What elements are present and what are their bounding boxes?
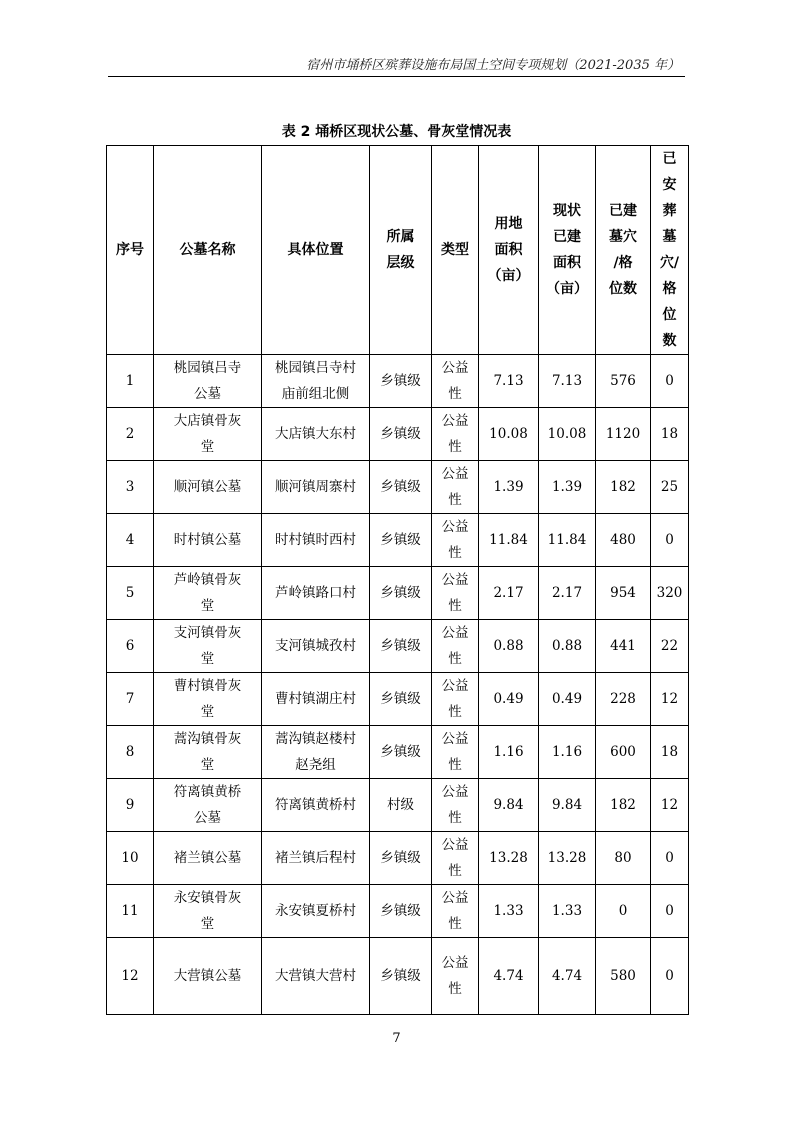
- column-header: 公墓名称: [154, 146, 262, 355]
- built-area-cell: 1.16: [539, 726, 596, 779]
- page-number: 7: [392, 1031, 401, 1046]
- serial-cell: 7: [107, 673, 154, 726]
- serial-cell: 8: [107, 726, 154, 779]
- type-cell: 公益 性: [432, 620, 479, 673]
- built-area-cell: 11.84: [539, 514, 596, 567]
- cemetery-name-cell: 永安镇骨灰 堂: [154, 885, 262, 938]
- location-cell: 支河镇城孜村: [262, 620, 370, 673]
- level-cell: 乡镇级: [370, 567, 432, 620]
- buried-plots-cell: 320: [651, 567, 689, 620]
- type-cell: 公益 性: [432, 673, 479, 726]
- column-header: 已 安 葬 墓 穴/ 格 位 数: [651, 146, 689, 355]
- serial-cell: 9: [107, 779, 154, 832]
- table-row: [107, 355, 689, 408]
- header-row: [107, 146, 689, 355]
- type-cell: 公益 性: [432, 779, 479, 832]
- table-row: [107, 620, 689, 673]
- column-header: 已建 墓穴 /格 位数: [596, 146, 651, 355]
- type-cell: 公益 性: [432, 355, 479, 408]
- buried-plots-cell: 18: [651, 408, 689, 461]
- built-plots-cell: 182: [596, 461, 651, 514]
- level-cell: 乡镇级: [370, 885, 432, 938]
- location-cell: 大营镇大营村: [262, 938, 370, 1015]
- column-header: 具体位置: [262, 146, 370, 355]
- level-cell: 乡镇级: [370, 938, 432, 1015]
- table-row: [107, 514, 689, 567]
- cemetery-name-cell: 蒿沟镇骨灰 堂: [154, 726, 262, 779]
- serial-cell: 2: [107, 408, 154, 461]
- built-area-cell: 4.74: [539, 938, 596, 1015]
- location-cell: 大店镇大东村: [262, 408, 370, 461]
- land-area-cell: 1.33: [479, 885, 539, 938]
- type-cell: 公益 性: [432, 832, 479, 885]
- serial-cell: 5: [107, 567, 154, 620]
- buried-plots-cell: 25: [651, 461, 689, 514]
- table-row: [107, 673, 689, 726]
- level-cell: 乡镇级: [370, 514, 432, 567]
- built-area-cell: 13.28: [539, 832, 596, 885]
- cemetery-name-cell: 顺河镇公墓: [154, 461, 262, 514]
- cemetery-name-cell: 芦岭镇骨灰 堂: [154, 567, 262, 620]
- cemetery-name-cell: 支河镇骨灰 堂: [154, 620, 262, 673]
- buried-plots-cell: 22: [651, 620, 689, 673]
- serial-cell: 4: [107, 514, 154, 567]
- land-area-cell: 4.74: [479, 938, 539, 1015]
- land-area-cell: 7.13: [479, 355, 539, 408]
- built-area-cell: 7.13: [539, 355, 596, 408]
- serial-cell: 10: [107, 832, 154, 885]
- location-cell: 蒿沟镇赵楼村 赵尧组: [262, 726, 370, 779]
- land-area-cell: 0.49: [479, 673, 539, 726]
- land-area-cell: 11.84: [479, 514, 539, 567]
- cemetery-table: [106, 145, 689, 1015]
- land-area-cell: 1.16: [479, 726, 539, 779]
- level-cell: 乡镇级: [370, 461, 432, 514]
- column-header: 用地 面积 （亩）: [479, 146, 539, 355]
- built-area-cell: 1.39: [539, 461, 596, 514]
- built-plots-cell: 954: [596, 567, 651, 620]
- header-rule: [108, 76, 685, 77]
- table-row: [107, 938, 689, 1015]
- level-cell: 乡镇级: [370, 408, 432, 461]
- buried-plots-cell: 0: [651, 885, 689, 938]
- buried-plots-cell: 12: [651, 779, 689, 832]
- level-cell: 乡镇级: [370, 673, 432, 726]
- buried-plots-cell: 0: [651, 938, 689, 1015]
- land-area-cell: 10.08: [479, 408, 539, 461]
- buried-plots-cell: 12: [651, 673, 689, 726]
- level-cell: 乡镇级: [370, 726, 432, 779]
- serial-cell: 6: [107, 620, 154, 673]
- built-area-cell: 9.84: [539, 779, 596, 832]
- column-header: 现状 已建 面积 （亩）: [539, 146, 596, 355]
- buried-plots-cell: 18: [651, 726, 689, 779]
- cemetery-name-cell: 桃园镇吕寺 公墓: [154, 355, 262, 408]
- table-row: [107, 779, 689, 832]
- column-header: 序号: [107, 146, 154, 355]
- buried-plots-cell: 0: [651, 355, 689, 408]
- built-area-cell: 10.08: [539, 408, 596, 461]
- built-plots-cell: 0: [596, 885, 651, 938]
- type-cell: 公益 性: [432, 885, 479, 938]
- location-cell: 顺河镇周寨村: [262, 461, 370, 514]
- location-cell: 时村镇时西村: [262, 514, 370, 567]
- location-cell: 符离镇黄桥村: [262, 779, 370, 832]
- built-plots-cell: 80: [596, 832, 651, 885]
- land-area-cell: 2.17: [479, 567, 539, 620]
- serial-cell: 11: [107, 885, 154, 938]
- buried-plots-cell: 0: [651, 832, 689, 885]
- cemetery-name-cell: 大店镇骨灰 堂: [154, 408, 262, 461]
- built-plots-cell: 480: [596, 514, 651, 567]
- location-cell: 桃园镇吕寺村 庙前组北侧: [262, 355, 370, 408]
- land-area-cell: 13.28: [479, 832, 539, 885]
- table-row: [107, 832, 689, 885]
- built-plots-cell: 580: [596, 938, 651, 1015]
- built-plots-cell: 1120: [596, 408, 651, 461]
- cemetery-name-cell: 曹村镇骨灰 堂: [154, 673, 262, 726]
- type-cell: 公益 性: [432, 938, 479, 1015]
- column-header: 类型: [432, 146, 479, 355]
- table-row: [107, 408, 689, 461]
- built-area-cell: 2.17: [539, 567, 596, 620]
- level-cell: 乡镇级: [370, 355, 432, 408]
- serial-cell: 3: [107, 461, 154, 514]
- cemetery-name-cell: 时村镇公墓: [154, 514, 262, 567]
- land-area-cell: 0.88: [479, 620, 539, 673]
- built-plots-cell: 182: [596, 779, 651, 832]
- location-cell: 曹村镇湖庄村: [262, 673, 370, 726]
- type-cell: 公益 性: [432, 726, 479, 779]
- type-cell: 公益 性: [432, 461, 479, 514]
- type-cell: 公益 性: [432, 408, 479, 461]
- built-area-cell: 1.33: [539, 885, 596, 938]
- table-row: [107, 726, 689, 779]
- built-area-cell: 0.49: [539, 673, 596, 726]
- built-plots-cell: 228: [596, 673, 651, 726]
- built-plots-cell: 576: [596, 355, 651, 408]
- type-cell: 公益 性: [432, 567, 479, 620]
- built-plots-cell: 441: [596, 620, 651, 673]
- table-title: 表 2 埇桥区现状公墓、骨灰堂情况表: [281, 124, 512, 140]
- location-cell: 永安镇夏桥村: [262, 885, 370, 938]
- table-row: [107, 885, 689, 938]
- running-header: 宿州市埇桥区殡葬设施布局国土空间专项规划（2021-2035 年）: [306, 58, 680, 73]
- table-body: [107, 355, 689, 1015]
- serial-cell: 1: [107, 355, 154, 408]
- column-header: 所属 层级: [370, 146, 432, 355]
- land-area-cell: 1.39: [479, 461, 539, 514]
- cemetery-name-cell: 褚兰镇公墓: [154, 832, 262, 885]
- buried-plots-cell: 0: [651, 514, 689, 567]
- location-cell: 褚兰镇后程村: [262, 832, 370, 885]
- cemetery-name-cell: 大营镇公墓: [154, 938, 262, 1015]
- table-row: [107, 567, 689, 620]
- built-plots-cell: 600: [596, 726, 651, 779]
- level-cell: 乡镇级: [370, 832, 432, 885]
- cemetery-name-cell: 符离镇黄桥 公墓: [154, 779, 262, 832]
- built-area-cell: 0.88: [539, 620, 596, 673]
- location-cell: 芦岭镇路口村: [262, 567, 370, 620]
- type-cell: 公益 性: [432, 514, 479, 567]
- table-row: [107, 461, 689, 514]
- land-area-cell: 9.84: [479, 779, 539, 832]
- serial-cell: 12: [107, 938, 154, 1015]
- level-cell: 乡镇级: [370, 620, 432, 673]
- level-cell: 村级: [370, 779, 432, 832]
